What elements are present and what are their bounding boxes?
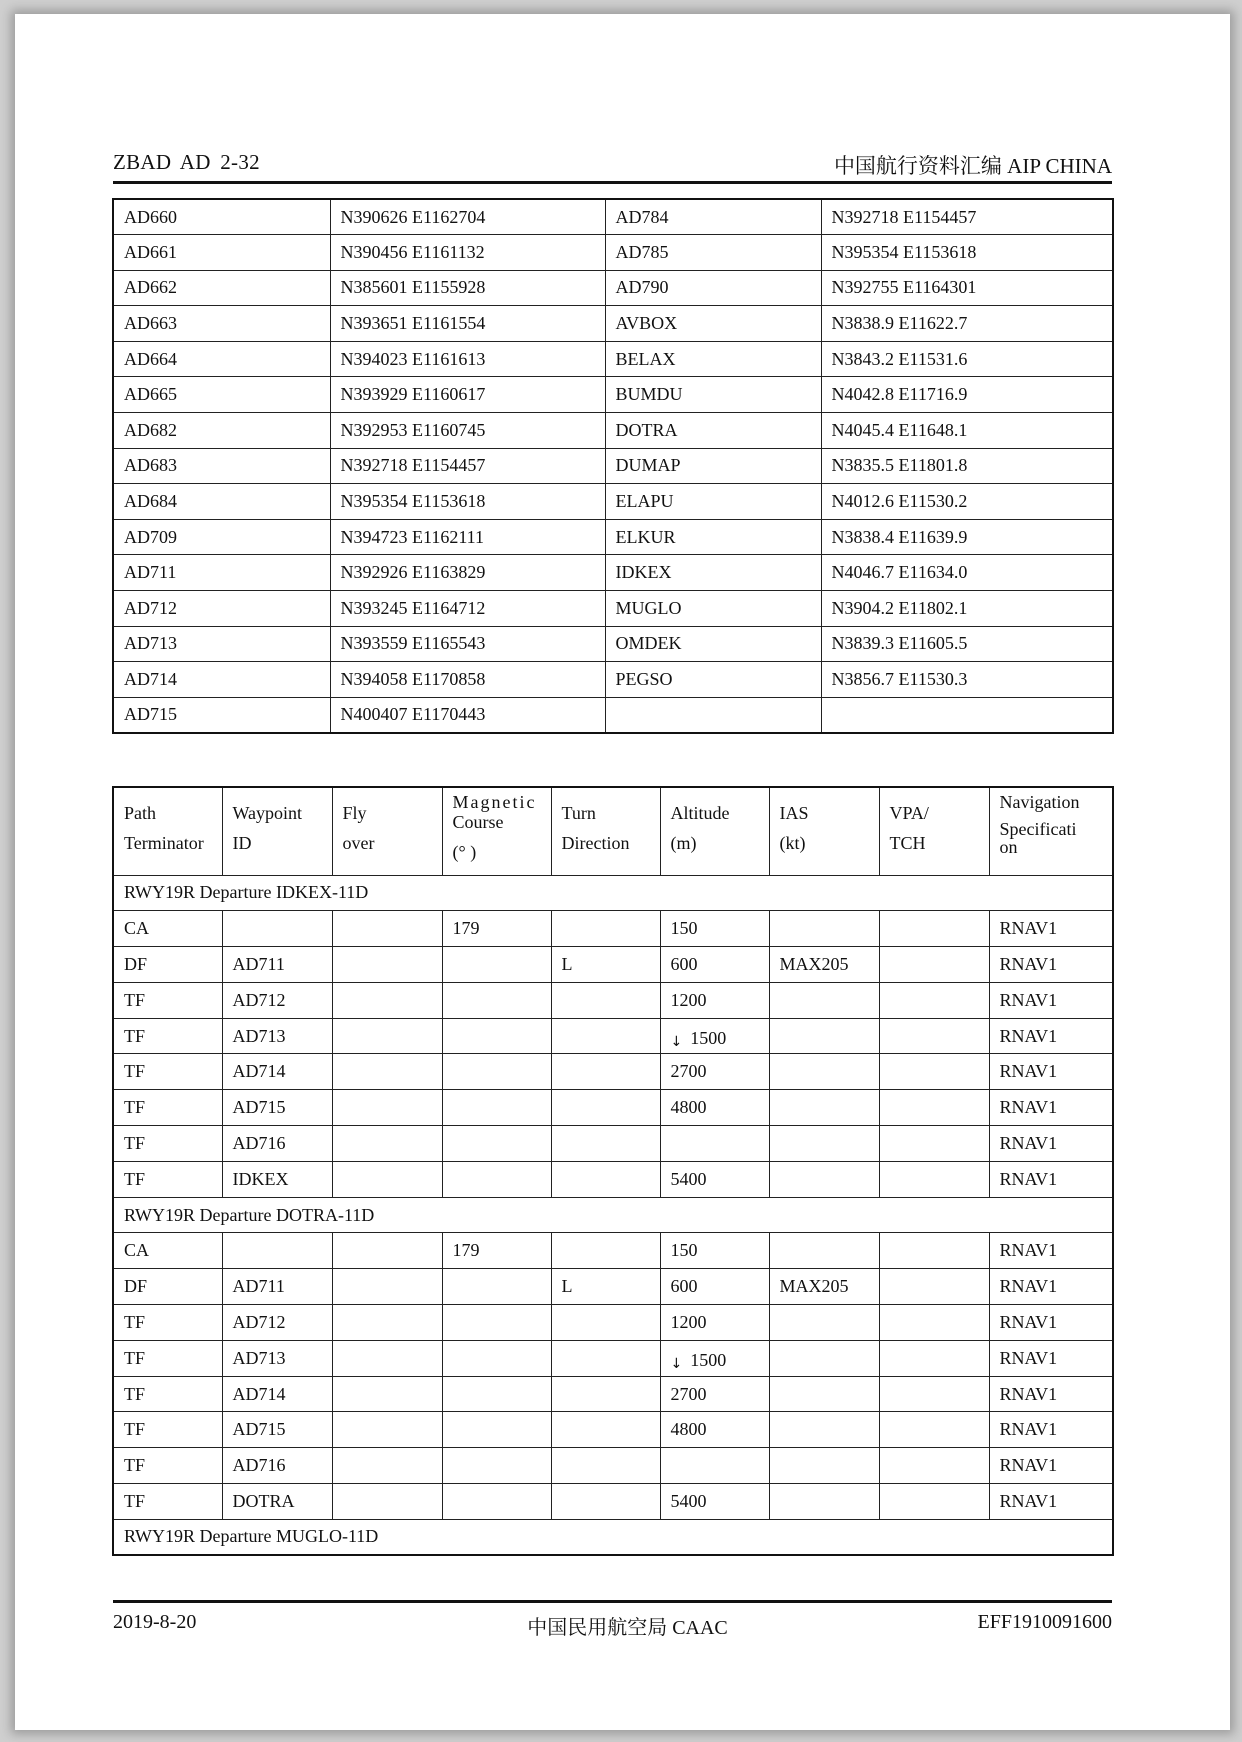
waypoint-id: AD711 (222, 1269, 332, 1305)
fly-over (332, 1126, 442, 1162)
path-terminator: TF (113, 1305, 222, 1341)
waypoint-id: AD784 (605, 199, 821, 235)
path-terminator: TF (113, 1340, 222, 1376)
page-footer (113, 1600, 1112, 1639)
turn-direction (551, 1376, 660, 1412)
vpa-tch (879, 1269, 989, 1305)
table-row (113, 1376, 1113, 1412)
waypoint-id: AD682 (113, 413, 330, 449)
altitude: 1200 (660, 1305, 769, 1341)
waypoint-id: AD711 (113, 555, 330, 591)
altitude (660, 1018, 769, 1054)
vpa-tch (879, 1448, 989, 1484)
vpa-tch (879, 1090, 989, 1126)
section-row (113, 875, 1113, 911)
table-row (113, 1484, 1113, 1520)
magnetic-course: 179 (442, 911, 551, 947)
publication-title: 中国航行资料汇编 AIP CHINA (833, 154, 1112, 178)
waypoint-id: AD713 (222, 1340, 332, 1376)
navigation-specification: RNAV1 (989, 947, 1113, 983)
table-row (113, 377, 1113, 413)
ias (769, 1090, 879, 1126)
header-path-terminator: Path Terminator (113, 787, 222, 875)
table-row (113, 270, 1113, 306)
table-row (113, 484, 1113, 520)
vpa-tch (879, 1376, 989, 1412)
waypoint-id: AD711 (222, 947, 332, 983)
waypoint-id: AD712 (222, 1305, 332, 1341)
magnetic-course (442, 1090, 551, 1126)
table-row (113, 448, 1113, 484)
vpa-tch (879, 1161, 989, 1197)
waypoint-coordinates-table (112, 198, 1114, 734)
table-row (113, 1054, 1113, 1090)
waypoint-coordinates: N390456 E1161132 (330, 235, 605, 271)
turn-direction (551, 1090, 660, 1126)
navigation-specification: RNAV1 (989, 1054, 1113, 1090)
ias (769, 1161, 879, 1197)
waypoint-coordinates: N393651 E1161554 (330, 306, 605, 342)
altitude: 2700 (660, 1376, 769, 1412)
waypoint-id: ELAPU (605, 484, 821, 520)
waypoint-id: AD661 (113, 235, 330, 271)
page-reference: ZBAD AD 2-32 (113, 150, 260, 174)
magnetic-course (442, 982, 551, 1018)
waypoint-id: AD715 (222, 1090, 332, 1126)
table-row (113, 1412, 1113, 1448)
waypoint-id: IDKEX (222, 1161, 332, 1197)
table-row (113, 1340, 1113, 1376)
waypoint-id: AVBOX (605, 306, 821, 342)
fly-over (332, 1161, 442, 1197)
fly-over (332, 1412, 442, 1448)
magnetic-course (442, 1484, 551, 1520)
table-row (113, 1090, 1113, 1126)
issuing-authority: 中国民用航空局 CAAC (527, 1617, 728, 1639)
arrow-down-icon: ↓ (670, 1355, 683, 1372)
vpa-tch (879, 1305, 989, 1341)
altitude: 600 (660, 1269, 769, 1305)
fly-over (332, 1090, 442, 1126)
table-row (113, 1305, 1113, 1341)
ias (769, 1376, 879, 1412)
magnetic-course (442, 1448, 551, 1484)
waypoint-id: AD713 (222, 1018, 332, 1054)
waypoint-id: AD714 (222, 1376, 332, 1412)
navigation-specification: RNAV1 (989, 1448, 1113, 1484)
waypoint-id: AD714 (113, 662, 330, 698)
waypoint-id: DUMAP (605, 448, 821, 484)
waypoint-coordinates: N4012.6 E11530.2 (821, 484, 1113, 520)
altitude: 600 (660, 947, 769, 983)
altitude: 5400 (660, 1161, 769, 1197)
vpa-tch (879, 1340, 989, 1376)
publication-date: 2019-8-20 (113, 1611, 197, 1633)
table-row (113, 1161, 1113, 1197)
waypoint-coordinates: N392755 E1164301 (821, 270, 1113, 306)
vpa-tch (879, 1233, 989, 1269)
vpa-tch (879, 1412, 989, 1448)
path-terminator: TF (113, 1376, 222, 1412)
vpa-tch (879, 1054, 989, 1090)
altitude-value: 1500 (690, 1027, 727, 1048)
table-row (113, 662, 1113, 698)
waypoint-coordinates: N393245 E1164712 (330, 591, 605, 627)
altitude (660, 1340, 769, 1376)
table-row (113, 306, 1113, 342)
turn-direction: L (551, 947, 660, 983)
waypoint-coordinates: N395354 E1153618 (330, 484, 605, 520)
fly-over (332, 1484, 442, 1520)
altitude: 1200 (660, 982, 769, 1018)
section-row (113, 1519, 1113, 1555)
navigation-specification: RNAV1 (989, 1161, 1113, 1197)
waypoint-coordinates: N400407 E1170443 (330, 697, 605, 733)
vpa-tch (879, 982, 989, 1018)
waypoint-id: AD683 (113, 448, 330, 484)
ias (769, 1340, 879, 1376)
vpa-tch (879, 1126, 989, 1162)
waypoint-id: ELKUR (605, 519, 821, 555)
turn-direction (551, 911, 660, 947)
path-terminator: TF (113, 1090, 222, 1126)
magnetic-course (442, 1340, 551, 1376)
waypoint-coordinates: N3843.2 E11531.6 (821, 341, 1113, 377)
magnetic-course (442, 1376, 551, 1412)
waypoint-id: AD785 (605, 235, 821, 271)
vpa-tch (879, 911, 989, 947)
turn-direction (551, 1305, 660, 1341)
waypoint-coordinates: N392718 E1154457 (330, 448, 605, 484)
waypoint-id: AD709 (113, 519, 330, 555)
altitude: 150 (660, 911, 769, 947)
waypoint-coordinates: N3838.4 E11639.9 (821, 519, 1113, 555)
magnetic-course (442, 947, 551, 983)
waypoint-id: BUMDU (605, 377, 821, 413)
altitude: 2700 (660, 1054, 769, 1090)
waypoint-coordinates: N3835.5 E11801.8 (821, 448, 1113, 484)
altitude: 4800 (660, 1412, 769, 1448)
table-row (113, 1448, 1113, 1484)
waypoint-id: AD662 (113, 270, 330, 306)
waypoint-id: AD664 (113, 341, 330, 377)
table-row (113, 626, 1113, 662)
waypoint-id: MUGLO (605, 591, 821, 627)
table-row (113, 519, 1113, 555)
waypoint-id: AD716 (222, 1126, 332, 1162)
waypoint-id: DOTRA (605, 413, 821, 449)
navigation-specification: RNAV1 (989, 1018, 1113, 1054)
navigation-specification: RNAV1 (989, 1269, 1113, 1305)
altitude-value: 1500 (690, 1349, 727, 1370)
table-row (113, 1126, 1113, 1162)
waypoint-coordinates: N4042.8 E11716.9 (821, 377, 1113, 413)
waypoint-coordinates: N3904.2 E11802.1 (821, 591, 1113, 627)
ias (769, 982, 879, 1018)
table-row (113, 947, 1113, 983)
navigation-specification: RNAV1 (989, 911, 1113, 947)
header-ias: IAS (kt) (769, 787, 879, 875)
ias: MAX205 (769, 1269, 879, 1305)
table-row (113, 982, 1113, 1018)
waypoint-id: AD790 (605, 270, 821, 306)
fly-over (332, 982, 442, 1018)
waypoint-id: BELAX (605, 341, 821, 377)
waypoint-coordinates: N395354 E1153618 (821, 235, 1113, 271)
altitude (660, 1126, 769, 1162)
turn-direction (551, 1484, 660, 1520)
magnetic-course (442, 1126, 551, 1162)
table-header-row (113, 787, 1113, 875)
fly-over (332, 1054, 442, 1090)
path-terminator: CA (113, 1233, 222, 1269)
vpa-tch (879, 947, 989, 983)
fly-over (332, 1340, 442, 1376)
fly-over (332, 1269, 442, 1305)
path-terminator: TF (113, 1412, 222, 1448)
magnetic-course (442, 1018, 551, 1054)
table-row (113, 1233, 1113, 1269)
header-vpa-tch: VPA/ TCH (879, 787, 989, 875)
table-row (113, 555, 1113, 591)
turn-direction (551, 1340, 660, 1376)
waypoint-coordinates: N385601 E1155928 (330, 270, 605, 306)
magnetic-course (442, 1161, 551, 1197)
altitude: 150 (660, 1233, 769, 1269)
altitude: 4800 (660, 1090, 769, 1126)
path-terminator: TF (113, 1018, 222, 1054)
waypoint-id (605, 697, 821, 733)
waypoint-id: OMDEK (605, 626, 821, 662)
waypoint-coordinates: N394023 E1161613 (330, 341, 605, 377)
waypoint-coordinates: N3838.9 E11622.7 (821, 306, 1113, 342)
waypoint-coordinates: N392718 E1154457 (821, 199, 1113, 235)
magnetic-course (442, 1305, 551, 1341)
fly-over (332, 1448, 442, 1484)
procedure-title: RWY19R Departure MUGLO-11D (113, 1519, 1113, 1555)
waypoint-coordinates: N393559 E1165543 (330, 626, 605, 662)
header-waypoint-id: Waypoint ID (222, 787, 332, 875)
waypoint-coordinates: N3839.3 E11605.5 (821, 626, 1113, 662)
table-row (113, 697, 1113, 733)
header-navigation-specification: Navigation Specificati on (989, 787, 1113, 875)
waypoint-coordinates: N390626 E1162704 (330, 199, 605, 235)
table-row (113, 199, 1113, 235)
waypoint-id: AD660 (113, 199, 330, 235)
path-terminator: TF (113, 1161, 222, 1197)
waypoint-id (222, 911, 332, 947)
waypoint-id (222, 1233, 332, 1269)
waypoint-coordinates: N393929 E1160617 (330, 377, 605, 413)
table-row (113, 1269, 1113, 1305)
navigation-specification: RNAV1 (989, 1484, 1113, 1520)
magnetic-course: 179 (442, 1233, 551, 1269)
turn-direction (551, 1233, 660, 1269)
ias (769, 1448, 879, 1484)
procedure-title: RWY19R Departure DOTRA-11D (113, 1197, 1113, 1233)
waypoint-coordinates: N392953 E1160745 (330, 413, 605, 449)
fly-over (332, 1018, 442, 1054)
waypoint-id: AD715 (222, 1412, 332, 1448)
waypoint-id: AD665 (113, 377, 330, 413)
waypoint-coordinates: N394058 E1170858 (330, 662, 605, 698)
ias (769, 1484, 879, 1520)
waypoint-coordinates: N4045.4 E11648.1 (821, 413, 1113, 449)
ias (769, 1305, 879, 1341)
path-terminator: TF (113, 1054, 222, 1090)
turn-direction (551, 1412, 660, 1448)
path-terminator: CA (113, 911, 222, 947)
ias: MAX205 (769, 947, 879, 983)
page-header (113, 150, 1112, 184)
vpa-tch (879, 1484, 989, 1520)
fly-over (332, 911, 442, 947)
header-turn-direction: Turn Direction (551, 787, 660, 875)
fly-over (332, 1376, 442, 1412)
vpa-tch (879, 1018, 989, 1054)
path-terminator: TF (113, 1484, 222, 1520)
procedure-title: RWY19R Departure IDKEX-11D (113, 875, 1113, 911)
waypoint-id: DOTRA (222, 1484, 332, 1520)
waypoint-coordinates: N3856.7 E11530.3 (821, 662, 1113, 698)
altitude (660, 1448, 769, 1484)
table-row (113, 235, 1113, 271)
waypoint-id: AD716 (222, 1448, 332, 1484)
navigation-specification: RNAV1 (989, 1233, 1113, 1269)
turn-direction (551, 982, 660, 1018)
section-row (113, 1197, 1113, 1233)
waypoint-id: PEGSO (605, 662, 821, 698)
ias (769, 1018, 879, 1054)
navigation-specification: RNAV1 (989, 1305, 1113, 1341)
waypoint-id: AD684 (113, 484, 330, 520)
fly-over (332, 1233, 442, 1269)
table-row (113, 1018, 1113, 1054)
magnetic-course (442, 1054, 551, 1090)
waypoint-id: IDKEX (605, 555, 821, 591)
waypoint-id: AD715 (113, 697, 330, 733)
navigation-specification: RNAV1 (989, 1340, 1113, 1376)
path-terminator: TF (113, 1126, 222, 1162)
document-page (15, 14, 1230, 1730)
fly-over (332, 1305, 442, 1341)
path-terminator: TF (113, 1448, 222, 1484)
turn-direction (551, 1054, 660, 1090)
path-terminator: TF (113, 982, 222, 1018)
table-row (113, 911, 1113, 947)
turn-direction (551, 1126, 660, 1162)
waypoint-coordinates: N392926 E1163829 (330, 555, 605, 591)
header-fly-over: Fly over (332, 787, 442, 875)
turn-direction: L (551, 1269, 660, 1305)
ias (769, 1233, 879, 1269)
magnetic-course (442, 1412, 551, 1448)
ias (769, 1126, 879, 1162)
waypoint-coordinates (821, 697, 1113, 733)
ias (769, 1054, 879, 1090)
waypoint-id: AD712 (113, 591, 330, 627)
turn-direction (551, 1161, 660, 1197)
procedure-table (112, 786, 1114, 1556)
header-magnetic-course: Magnetic Course (° ) (442, 787, 551, 875)
ias (769, 1412, 879, 1448)
waypoint-coordinates: N394723 E1162111 (330, 519, 605, 555)
altitude: 5400 (660, 1484, 769, 1520)
path-terminator: DF (113, 1269, 222, 1305)
navigation-specification: RNAV1 (989, 1090, 1113, 1126)
header-altitude: Altitude (m) (660, 787, 769, 875)
navigation-specification: RNAV1 (989, 1126, 1113, 1162)
waypoint-id: AD713 (113, 626, 330, 662)
waypoint-coordinates: N4046.7 E11634.0 (821, 555, 1113, 591)
waypoint-id: AD663 (113, 306, 330, 342)
table-row (113, 591, 1113, 627)
turn-direction (551, 1448, 660, 1484)
waypoint-id: AD712 (222, 982, 332, 1018)
waypoint-id: AD714 (222, 1054, 332, 1090)
effective-code: EFF1910091600 (977, 1611, 1112, 1633)
path-terminator: DF (113, 947, 222, 983)
arrow-down-icon: ↓ (670, 1033, 683, 1050)
table-row (113, 341, 1113, 377)
navigation-specification: RNAV1 (989, 1376, 1113, 1412)
table-row (113, 413, 1113, 449)
turn-direction (551, 1018, 660, 1054)
ias (769, 911, 879, 947)
fly-over (332, 947, 442, 983)
magnetic-course (442, 1269, 551, 1305)
navigation-specification: RNAV1 (989, 1412, 1113, 1448)
navigation-specification: RNAV1 (989, 982, 1113, 1018)
